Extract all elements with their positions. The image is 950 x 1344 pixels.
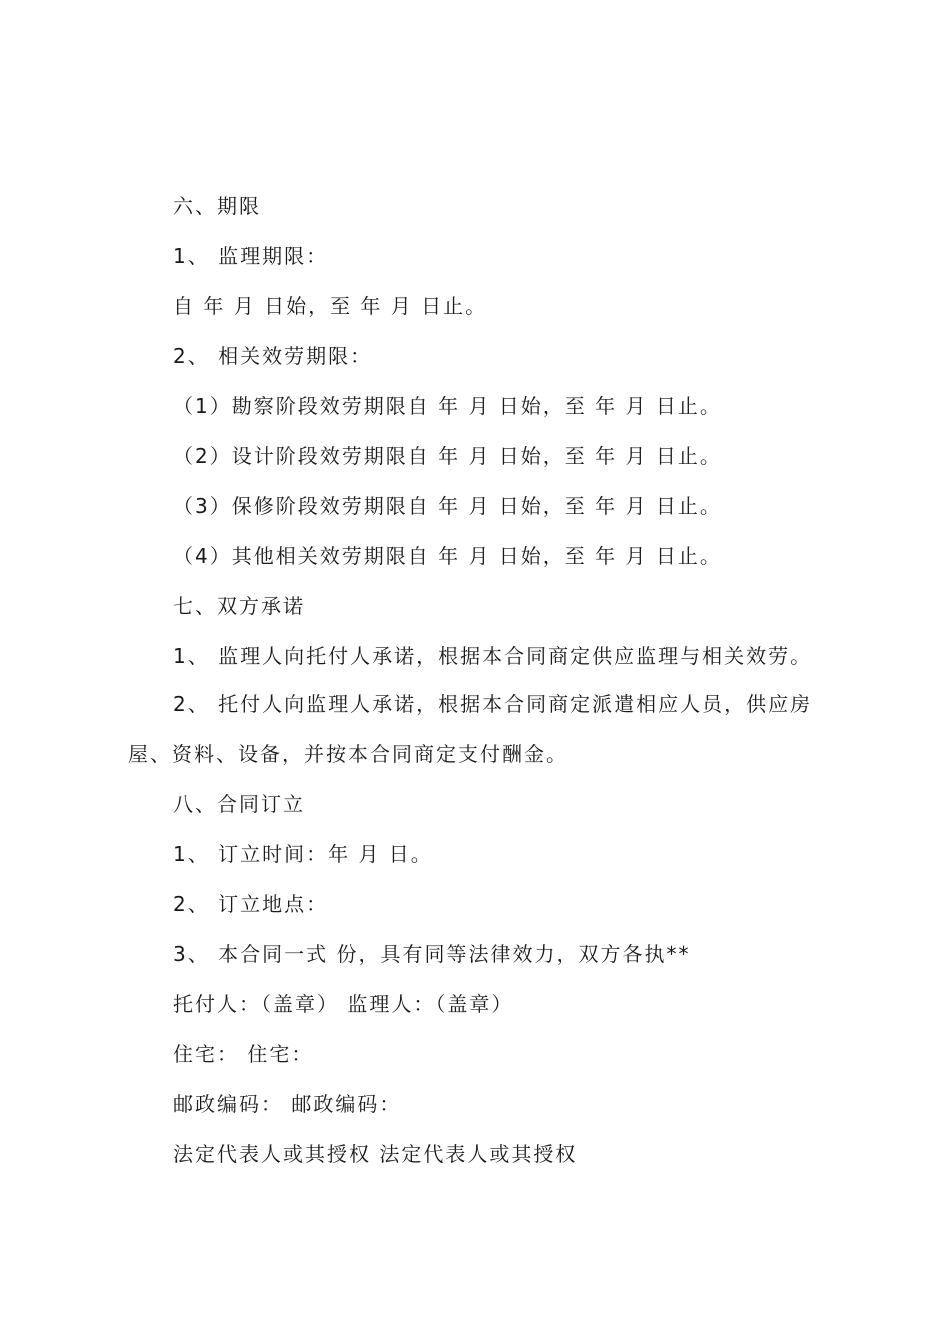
paragraph-line: 2、 托付人向监理人承诺，根据本合同商定派遣相应人员，供应房 [173, 692, 813, 716]
paragraph-line: 1、 监理人向托付人承诺，根据本合同商定供应监理与相关效劳。 [173, 644, 813, 668]
section-heading-commitment: 七、双方承诺 [173, 594, 305, 618]
paragraph-line: （3）保修阶段效劳期限自 年 月 日始，至 年 月 日止。 [173, 494, 722, 518]
paragraph-line: 3、 本合同一式 份，具有同等法律效力，双方各执** [173, 942, 691, 966]
paragraph-line: （1）勘察阶段效劳期限自 年 月 日始，至 年 月 日止。 [173, 394, 722, 418]
postcode-line: 邮政编码： 邮政编码： [173, 1092, 402, 1116]
section-heading-signing: 八、合同订立 [173, 792, 305, 816]
paragraph-line: 2、 订立地点： [173, 892, 329, 916]
paragraph-line: （4）其他相关效劳期限自 年 月 日始，至 年 月 日止。 [173, 544, 722, 568]
address-line: 住宅： 住宅： [173, 1042, 314, 1066]
paragraph-line: 1、 订立时间：年 月 日。 [173, 842, 433, 866]
paragraph-line: 自 年 月 日始，至 年 月 日止。 [173, 294, 488, 318]
representative-line: 法定代表人或其授权 法定代表人或其授权 [173, 1142, 578, 1166]
paragraph-line: 屋、资料、设备，并按本合同商定支付酬金。 [128, 742, 568, 766]
paragraph-line: （2）设计阶段效劳期限自 年 月 日始，至 年 月 日止。 [173, 444, 722, 468]
section-heading-term: 六、期限 [173, 194, 261, 218]
paragraph-line: 1、 监理期限： [173, 244, 329, 268]
paragraph-line: 2、 相关效劳期限： [173, 344, 373, 368]
signature-line: 托付人：（盖章） 监理人：（盖章） [173, 992, 514, 1016]
